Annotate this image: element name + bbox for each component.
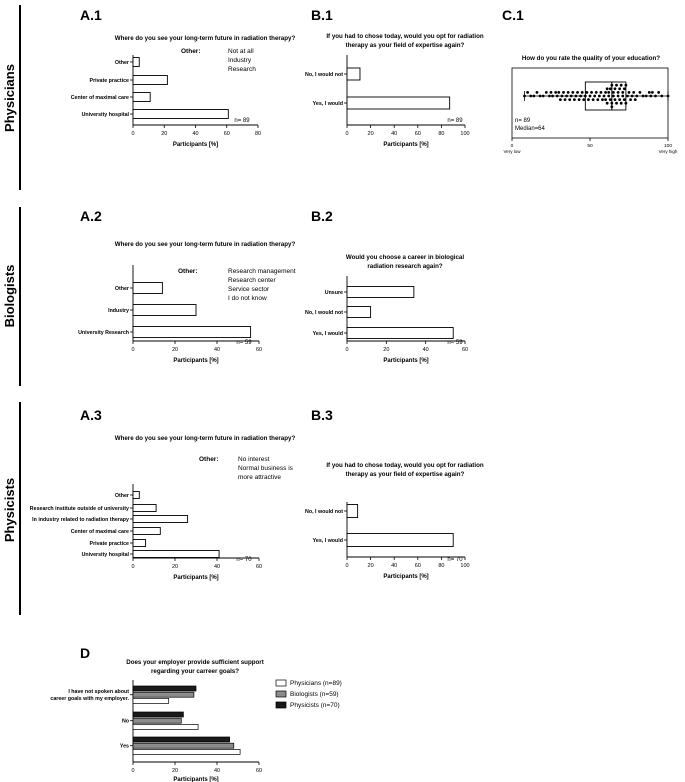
data-point-c1 xyxy=(532,95,535,98)
y-tick-label-a1: Private practice xyxy=(89,78,129,84)
y-tick-label-a3: Private practice xyxy=(89,541,129,547)
bar-a2 xyxy=(133,327,251,338)
x-axis-label-b3: Participants [%] xyxy=(383,574,429,580)
row-label-biologists xyxy=(2,207,20,386)
data-point-c1 xyxy=(618,98,621,101)
bar-a2 xyxy=(133,305,196,316)
x-tick-label-a1: 40 xyxy=(192,131,199,137)
x-tick-label-b1: 20 xyxy=(367,131,374,137)
bar-a1 xyxy=(133,93,150,102)
y-tick-label-b2: Yes, I would xyxy=(312,331,343,337)
data-point-c1 xyxy=(550,91,553,94)
chart-title-b1: therapy as your field of expertise again? xyxy=(345,42,465,49)
data-point-c1 xyxy=(585,91,588,94)
y-tick-label-b2: Unsure xyxy=(324,290,343,296)
bar-d xyxy=(133,724,198,729)
data-point-c1 xyxy=(620,84,623,87)
legend-swatch-d xyxy=(276,680,286,686)
data-point-c1 xyxy=(545,91,548,94)
legend-label-d: Physicists (n=70) xyxy=(290,702,340,709)
bar-b1 xyxy=(347,97,450,109)
y-tick-label-a2: Industry xyxy=(108,308,129,314)
chart-title-b2: Would you choose a career in biological xyxy=(345,254,465,261)
other-item-a2: Research management xyxy=(228,268,296,275)
bar-b2 xyxy=(347,328,453,339)
data-point-c1 xyxy=(573,98,576,101)
other-item-a2: Service sector xyxy=(228,286,270,293)
x-tick-label-c1: 0 xyxy=(510,144,514,149)
data-point-c1 xyxy=(657,91,660,94)
data-point-c1 xyxy=(604,98,607,101)
chart-title-b3: If you had to chose today, would you opt for radiation xyxy=(326,462,484,469)
row-label-physicians xyxy=(2,5,20,190)
panel-label-b1: B.1 xyxy=(311,7,333,23)
panel-label-a1: A.1 xyxy=(80,7,102,23)
y-tick-label-a2: Other xyxy=(114,286,129,292)
x-tick-label-b1: 40 xyxy=(391,131,398,137)
x-tick-label-b3: 20 xyxy=(367,563,374,569)
data-point-c1 xyxy=(554,91,557,94)
x-tick-label-a3: 40 xyxy=(213,564,221,570)
data-point-c1 xyxy=(620,102,623,105)
data-point-c1 xyxy=(575,95,578,98)
y-tick-label-a3: Research institute outside of university xyxy=(29,506,129,512)
panel-c1 xyxy=(502,7,678,154)
chart-title-d: Does your employer provide sufficient support xyxy=(126,659,264,666)
panel-b2 xyxy=(305,208,468,364)
data-point-c1 xyxy=(628,91,631,94)
data-point-c1 xyxy=(634,98,637,101)
data-point-c1 xyxy=(651,91,654,94)
data-point-c1 xyxy=(536,91,539,94)
data-point-c1 xyxy=(598,95,601,98)
y-tick-label-b1: Yes, I would xyxy=(312,101,343,107)
bar-d xyxy=(133,737,230,742)
x-tick-label-d: 60 xyxy=(255,768,263,774)
y-tick-label-d: career goals with my employer. xyxy=(50,696,129,703)
bar-d xyxy=(133,698,169,703)
bar-d xyxy=(133,718,181,723)
panel-label-b3: B.3 xyxy=(311,407,333,423)
bar-d xyxy=(133,692,194,697)
panel-label-c1: C.1 xyxy=(502,7,524,23)
bar-a1 xyxy=(133,58,139,67)
bar-b3 xyxy=(347,505,358,518)
data-point-c1 xyxy=(567,91,570,94)
bar-a3 xyxy=(133,516,188,523)
x-tick-label-b2: 40 xyxy=(422,347,429,353)
x-tick-label-b2: 0 xyxy=(345,347,349,353)
data-point-c1 xyxy=(610,102,613,105)
y-tick-label-a2: University Research xyxy=(78,330,129,336)
bar-d xyxy=(133,712,183,717)
x-tick-label-a3: 0 xyxy=(131,564,135,570)
x-axis-label-b1: Participants [%] xyxy=(383,142,429,148)
data-point-c1 xyxy=(615,84,618,87)
x-axis-label-b2: Participants [%] xyxy=(383,358,429,364)
data-point-c1 xyxy=(562,91,565,94)
data-point-c1 xyxy=(548,95,551,98)
row-label-physicists-text: Physicists xyxy=(2,477,17,543)
n-label-b2: n= 59 xyxy=(447,340,463,346)
data-point-c1 xyxy=(612,95,615,98)
data-point-c1 xyxy=(654,95,657,98)
other-item-a3: No interest xyxy=(238,456,270,463)
y-tick-label-b1: No, I would not xyxy=(305,72,343,78)
data-point-c1 xyxy=(609,87,612,90)
chart-title-a2: Where do you see your long-term future in radiation therapy? xyxy=(114,241,296,248)
x-tick-label-b1: 60 xyxy=(414,131,421,137)
data-point-c1 xyxy=(523,95,526,98)
other-item-a1: Industry xyxy=(228,57,252,64)
data-point-c1 xyxy=(612,91,615,94)
data-point-c1 xyxy=(614,87,617,90)
x-axis-label-a2: Participants [%] xyxy=(173,358,219,364)
n-label-b1: n= 89 xyxy=(447,118,463,124)
x-tick-label-b1: 80 xyxy=(438,131,445,137)
x-tick-label-b2: 20 xyxy=(383,347,390,353)
data-point-c1 xyxy=(610,84,613,87)
y-tick-label-a1: Center of maximal care xyxy=(70,95,129,101)
x-tick-label-b3: 40 xyxy=(391,563,398,569)
x-axis-label-a3: Participants [%] xyxy=(173,575,219,581)
chart-title-c1: How do you rate the quality of your education? xyxy=(521,55,661,62)
y-tick-label-b3: Yes, I would xyxy=(312,538,343,544)
data-point-c1 xyxy=(618,87,621,90)
row-label-physicians-text: Physicians xyxy=(2,64,17,132)
bar-a3 xyxy=(133,492,139,499)
data-point-c1 xyxy=(596,98,599,101)
data-point-c1 xyxy=(607,91,610,94)
y-tick-label-d: No xyxy=(121,718,129,725)
data-point-c1 xyxy=(617,91,620,94)
x-tick-label-a2: 0 xyxy=(131,347,135,353)
data-point-c1 xyxy=(559,98,562,101)
row-label-biologists-text: Biologists xyxy=(2,264,17,328)
data-point-c1 xyxy=(600,91,603,94)
data-point-c1 xyxy=(542,95,545,98)
panel-b1 xyxy=(305,7,484,148)
panel-label-a3: A.3 xyxy=(80,407,102,423)
bar-a1 xyxy=(133,110,228,119)
legend-label-d: Biologists (n=59) xyxy=(290,691,339,698)
bar-a1 xyxy=(133,76,167,85)
data-point-c1 xyxy=(576,91,579,94)
chart-title-a3: Where do you see your long-term future in radiation therapy? xyxy=(114,435,296,442)
data-point-c1 xyxy=(601,98,604,101)
box-c1 xyxy=(585,82,626,110)
y-tick-label-d: I have not spoken about xyxy=(68,689,129,696)
x-tick-label-a2: 40 xyxy=(213,347,221,353)
x-tick-label-b3: 0 xyxy=(345,563,349,569)
x-tick-label-a2: 60 xyxy=(255,347,263,353)
x-tick-label-d: 20 xyxy=(171,768,179,774)
panel-a1 xyxy=(71,7,296,148)
data-point-c1 xyxy=(565,95,568,98)
data-point-c1 xyxy=(624,84,627,87)
data-point-c1 xyxy=(615,102,618,105)
y-tick-label-a3: University hospital xyxy=(81,552,129,558)
data-point-c1 xyxy=(579,95,582,98)
bar-b1 xyxy=(347,68,360,80)
chart-title-b1: If you had to chose today, would you opt for radiation xyxy=(326,33,484,40)
data-point-c1 xyxy=(526,91,529,94)
data-point-c1 xyxy=(564,98,567,101)
panel-label-d: D xyxy=(80,645,91,661)
stat-label-c1: Median=64 xyxy=(515,126,545,132)
bar-a3 xyxy=(133,551,219,558)
data-point-c1 xyxy=(584,95,587,98)
x-tick-label-b1: 0 xyxy=(345,131,349,137)
data-point-c1 xyxy=(570,95,573,98)
x-tick-label-a3: 60 xyxy=(255,564,263,570)
legend-swatch-d xyxy=(276,691,286,697)
bar-a3 xyxy=(133,540,146,547)
data-point-c1 xyxy=(604,91,607,94)
data-point-c1 xyxy=(624,102,627,105)
bar-a3 xyxy=(133,528,160,535)
y-tick-label-b3: No, I would not xyxy=(305,509,343,515)
data-point-c1 xyxy=(642,95,645,98)
data-point-c1 xyxy=(609,98,612,101)
data-point-c1 xyxy=(551,95,554,98)
x-tick-label-b2: 60 xyxy=(461,347,469,353)
x-tick-label-a1: 80 xyxy=(254,131,262,137)
data-point-c1 xyxy=(635,95,638,98)
data-point-c1 xyxy=(632,91,635,94)
data-point-c1 xyxy=(571,91,574,94)
data-point-c1 xyxy=(556,95,559,98)
x-tick-label-a1: 0 xyxy=(131,131,135,137)
n-label-b3: n= 70 xyxy=(447,557,463,563)
data-point-c1 xyxy=(621,91,624,94)
x-tick-label-b3: 80 xyxy=(438,563,445,569)
x-tick-label-a1: 60 xyxy=(223,131,230,137)
x-tick-label-a1: 20 xyxy=(161,131,168,137)
other-heading-a1: Other: xyxy=(181,48,201,55)
panel-d xyxy=(50,645,341,782)
data-point-c1 xyxy=(590,91,593,94)
chart-title-b2: radiation research again? xyxy=(367,263,443,270)
other-item-a1: Research xyxy=(228,66,256,73)
data-point-c1 xyxy=(607,95,610,98)
data-point-c1 xyxy=(649,95,652,98)
y-tick-label-a3: In industry related to radiation therapy xyxy=(32,517,129,523)
y-tick-label-a1: University hospital xyxy=(81,112,129,118)
data-point-c1 xyxy=(667,95,670,98)
y-tick-label-b2: No, I would not xyxy=(305,310,343,316)
x-tick-label-b3: 60 xyxy=(414,563,421,569)
data-point-c1 xyxy=(578,98,581,101)
data-point-c1 xyxy=(629,98,632,101)
bar-d xyxy=(133,749,240,754)
other-item-a2: I do not know xyxy=(228,295,267,302)
x-end-label-high-c1: Very high xyxy=(658,149,678,154)
panel-b3 xyxy=(305,407,484,580)
panel-label-a2: A.2 xyxy=(80,208,102,224)
data-point-c1 xyxy=(581,91,584,94)
data-point-c1 xyxy=(621,95,624,98)
data-point-c1 xyxy=(639,91,642,94)
data-point-c1 xyxy=(610,105,613,108)
legend-label-d: Physicians (n=89) xyxy=(290,680,342,687)
data-point-c1 xyxy=(589,95,592,98)
data-point-c1 xyxy=(582,98,585,101)
x-tick-label-c1: 50 xyxy=(587,144,593,149)
data-point-c1 xyxy=(606,87,609,90)
data-point-c1 xyxy=(539,95,542,98)
x-tick-label-a3: 20 xyxy=(171,564,179,570)
panel-label-b2: B.2 xyxy=(311,208,333,224)
data-point-c1 xyxy=(561,95,564,98)
x-axis-label-a1: Participants [%] xyxy=(172,142,219,148)
other-item-a3: more attractive xyxy=(238,474,281,481)
bar-b2 xyxy=(347,307,371,318)
data-point-c1 xyxy=(529,95,532,98)
data-point-c1 xyxy=(614,98,617,101)
data-point-c1 xyxy=(606,102,609,105)
x-tick-label-a2: 20 xyxy=(171,347,179,353)
bar-b3 xyxy=(347,534,453,547)
bar-b2 xyxy=(347,287,414,298)
data-point-c1 xyxy=(592,98,595,101)
bar-d xyxy=(133,686,196,691)
data-point-c1 xyxy=(593,95,596,98)
x-tick-label-b1: 100 xyxy=(460,131,470,137)
chart-title-b3: therapy as your field of expertise again? xyxy=(345,471,465,478)
data-point-c1 xyxy=(595,91,598,94)
data-point-c1 xyxy=(645,95,648,98)
n-label-a1: n= 89 xyxy=(234,118,250,124)
y-tick-label-a3: Other xyxy=(114,493,129,499)
data-point-c1 xyxy=(557,91,560,94)
other-item-a3: Normal business is xyxy=(238,465,293,472)
chart-title-d: regarding your carreer goals? xyxy=(150,668,240,675)
other-item-a1: Not at all xyxy=(228,48,254,55)
other-heading-a3: Other: xyxy=(199,456,219,463)
data-point-c1 xyxy=(587,98,590,101)
bar-d xyxy=(133,743,234,748)
x-tick-label-d: 0 xyxy=(131,768,135,774)
x-end-label-low-c1: Very low xyxy=(503,149,521,154)
y-tick-label-a1: Other xyxy=(114,60,129,66)
data-point-c1 xyxy=(660,95,663,98)
y-tick-label-a3: Center of maximal care xyxy=(70,529,129,535)
other-heading-a2: Other: xyxy=(178,268,198,275)
legend-swatch-d xyxy=(276,702,286,708)
panel-a2 xyxy=(78,208,296,364)
n-label-a2: n= 59 xyxy=(236,340,252,346)
data-point-c1 xyxy=(648,91,651,94)
chart-title-a1: Where do you see your long-term future in radiation therapy? xyxy=(114,35,296,42)
row-label-physicists xyxy=(2,402,20,615)
y-tick-label-d: Yes xyxy=(119,743,129,750)
n-label-a3: n= 70 xyxy=(236,557,252,563)
bar-a3 xyxy=(133,505,156,512)
other-item-a2: Research center xyxy=(228,277,276,284)
data-point-c1 xyxy=(631,95,634,98)
bar-a2 xyxy=(133,283,162,294)
x-axis-label-d: Participants [%] xyxy=(173,777,219,782)
data-point-c1 xyxy=(617,95,620,98)
data-point-c1 xyxy=(623,98,626,101)
data-point-c1 xyxy=(603,95,606,98)
stat-label-c1: n= 89 xyxy=(515,118,531,124)
x-tick-label-d: 40 xyxy=(213,768,221,774)
x-tick-label-b3: 100 xyxy=(460,563,470,569)
data-point-c1 xyxy=(568,98,571,101)
data-point-c1 xyxy=(623,87,626,90)
panel-a3 xyxy=(30,407,296,581)
x-tick-label-c1: 100 xyxy=(663,144,673,149)
data-point-c1 xyxy=(626,95,629,98)
